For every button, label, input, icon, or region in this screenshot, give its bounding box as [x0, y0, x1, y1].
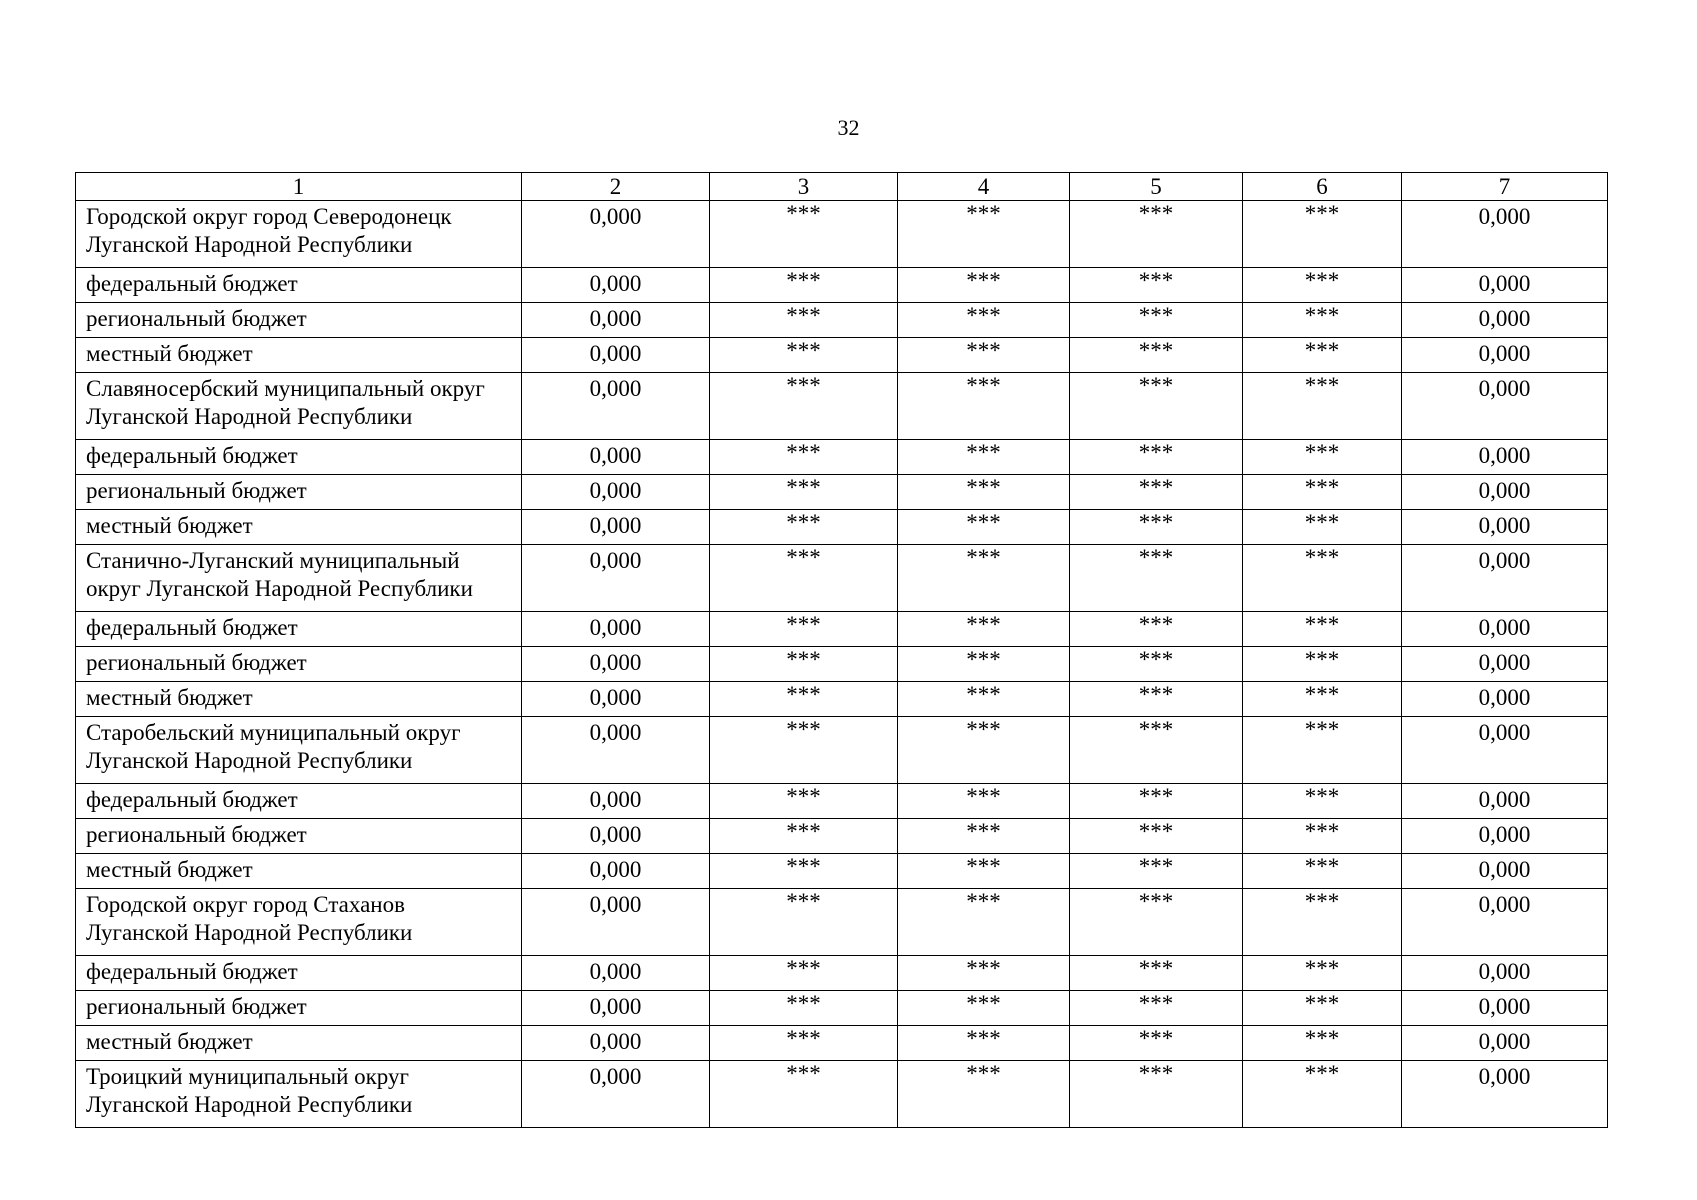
value-cell: 0,000	[522, 303, 710, 338]
value-cell: ***	[710, 819, 898, 854]
table-row-budget	[76, 268, 1608, 303]
value-cell: 0,000	[522, 440, 710, 475]
value-cell: ***	[710, 682, 898, 717]
value-cell: ***	[1070, 338, 1243, 373]
value-cell: ***	[710, 854, 898, 889]
page-number: 32	[837, 115, 860, 140]
value-cell: 0,000	[522, 612, 710, 647]
value-cell: 0,000	[522, 338, 710, 373]
value-cell: 0,000	[522, 819, 710, 854]
table-row-budget	[76, 819, 1608, 854]
value-cell: ***	[898, 991, 1070, 1026]
value-cell: 0,000	[522, 682, 710, 717]
value-cell: 0,000	[1402, 373, 1608, 440]
row-label-cell: федеральный бюджет	[76, 268, 522, 303]
column-header: 6	[1243, 173, 1402, 201]
value-cell: ***	[710, 717, 898, 784]
value-cell: ***	[898, 682, 1070, 717]
value-cell: ***	[1070, 1061, 1243, 1128]
value-cell: ***	[898, 338, 1070, 373]
value-cell: ***	[1243, 1026, 1402, 1061]
table-body	[76, 201, 1608, 1128]
value-cell: ***	[898, 373, 1070, 440]
value-cell: ***	[710, 889, 898, 956]
row-label-cell: местный бюджет	[76, 338, 522, 373]
value-cell: 0,000	[522, 889, 710, 956]
value-cell: ***	[1243, 268, 1402, 303]
column-header: 7	[1402, 173, 1608, 201]
value-cell: ***	[710, 545, 898, 612]
row-label-cell: Городской округ город Северодонецк Луганской Народной Республики	[76, 201, 522, 268]
table-row-municipality	[76, 201, 1608, 268]
table-row-budget	[76, 510, 1608, 545]
value-cell: ***	[1070, 545, 1243, 612]
value-cell: 0,000	[522, 268, 710, 303]
row-label-cell: Станично-Луганский муниципальный округ Луганской Народной Республики	[76, 545, 522, 612]
value-cell: 0,000	[1402, 338, 1608, 373]
value-cell: 0,000	[1402, 682, 1608, 717]
value-cell: 0,000	[522, 717, 710, 784]
value-cell: ***	[1243, 682, 1402, 717]
value-cell: 0,000	[522, 1026, 710, 1061]
column-header: 4	[898, 173, 1070, 201]
value-cell: 0,000	[1402, 612, 1608, 647]
column-number-row	[76, 173, 1608, 201]
value-cell: 0,000	[1402, 889, 1608, 956]
value-cell: ***	[898, 475, 1070, 510]
row-label-cell: Славяносербский муниципальный округ Луганской Народной Республики	[76, 373, 522, 440]
table-row-municipality	[76, 1061, 1608, 1128]
value-cell: ***	[1070, 991, 1243, 1026]
table-row-municipality	[76, 545, 1608, 612]
value-cell: ***	[1243, 373, 1402, 440]
value-cell: 0,000	[1402, 475, 1608, 510]
value-cell: ***	[1243, 510, 1402, 545]
value-cell: ***	[1243, 545, 1402, 612]
value-cell: 0,000	[1402, 717, 1608, 784]
value-cell: ***	[1243, 819, 1402, 854]
value-cell: ***	[898, 612, 1070, 647]
value-cell: ***	[898, 956, 1070, 991]
value-cell: ***	[710, 201, 898, 268]
row-label-cell: федеральный бюджет	[76, 612, 522, 647]
row-label-cell: региональный бюджет	[76, 819, 522, 854]
table-row-budget	[76, 784, 1608, 819]
row-label-cell: местный бюджет	[76, 510, 522, 545]
value-cell: ***	[1070, 510, 1243, 545]
table-row-budget	[76, 612, 1608, 647]
value-cell: ***	[1070, 854, 1243, 889]
value-cell: ***	[1070, 440, 1243, 475]
row-label-cell: местный бюджет	[76, 682, 522, 717]
value-cell: ***	[1243, 303, 1402, 338]
column-header: 5	[1070, 173, 1243, 201]
value-cell: 0,000	[1402, 784, 1608, 819]
value-cell: ***	[710, 440, 898, 475]
table-row-municipality	[76, 373, 1608, 440]
value-cell: ***	[1243, 612, 1402, 647]
value-cell: ***	[710, 991, 898, 1026]
row-label-cell: региональный бюджет	[76, 991, 522, 1026]
value-cell: ***	[898, 854, 1070, 889]
value-cell: ***	[898, 303, 1070, 338]
value-cell: ***	[898, 440, 1070, 475]
value-cell: 0,000	[1402, 991, 1608, 1026]
value-cell: 0,000	[1402, 201, 1608, 268]
value-cell: ***	[1070, 303, 1243, 338]
value-cell: ***	[1070, 717, 1243, 784]
value-cell: 0,000	[522, 784, 710, 819]
value-cell: ***	[1070, 373, 1243, 440]
table-row-budget	[76, 956, 1608, 991]
value-cell: 0,000	[522, 1061, 710, 1128]
value-cell: ***	[1070, 889, 1243, 956]
value-cell: ***	[1243, 475, 1402, 510]
value-cell: ***	[1243, 956, 1402, 991]
table-row-budget	[76, 338, 1608, 373]
value-cell: ***	[710, 303, 898, 338]
value-cell: 0,000	[1402, 1061, 1608, 1128]
value-cell: ***	[710, 784, 898, 819]
value-cell: 0,000	[522, 373, 710, 440]
table-row-budget	[76, 475, 1608, 510]
value-cell: ***	[898, 717, 1070, 784]
value-cell: ***	[710, 1026, 898, 1061]
value-cell: ***	[898, 1061, 1070, 1128]
value-cell: ***	[1070, 612, 1243, 647]
value-cell: 0,000	[1402, 303, 1608, 338]
value-cell: 0,000	[1402, 647, 1608, 682]
value-cell: ***	[898, 889, 1070, 956]
budget-table	[75, 172, 1608, 1128]
value-cell: ***	[1070, 475, 1243, 510]
value-cell: ***	[1070, 682, 1243, 717]
value-cell: ***	[1070, 647, 1243, 682]
table-row-budget	[76, 1026, 1608, 1061]
row-label-cell: региональный бюджет	[76, 647, 522, 682]
value-cell: 0,000	[522, 854, 710, 889]
value-cell: ***	[1243, 440, 1402, 475]
value-cell: ***	[898, 268, 1070, 303]
value-cell: 0,000	[522, 647, 710, 682]
value-cell: 0,000	[1402, 1026, 1608, 1061]
value-cell: ***	[1070, 784, 1243, 819]
table-row-budget	[76, 647, 1608, 682]
row-label-cell: федеральный бюджет	[76, 956, 522, 991]
table-row-budget	[76, 682, 1608, 717]
value-cell: ***	[710, 475, 898, 510]
value-cell: ***	[898, 647, 1070, 682]
value-cell: 0,000	[1402, 268, 1608, 303]
table-row-budget	[76, 991, 1608, 1026]
value-cell: ***	[898, 1026, 1070, 1061]
value-cell: ***	[898, 510, 1070, 545]
value-cell: ***	[1070, 819, 1243, 854]
value-cell: ***	[710, 510, 898, 545]
value-cell: ***	[710, 1061, 898, 1128]
value-cell: 0,000	[522, 510, 710, 545]
value-cell: 0,000	[522, 475, 710, 510]
value-cell: ***	[1243, 784, 1402, 819]
table-row-budget	[76, 854, 1608, 889]
table-row-budget	[76, 440, 1608, 475]
column-header: 1	[76, 173, 522, 201]
value-cell: ***	[898, 784, 1070, 819]
value-cell: ***	[710, 612, 898, 647]
table-row-municipality	[76, 717, 1608, 784]
value-cell: ***	[1243, 717, 1402, 784]
value-cell: ***	[1070, 201, 1243, 268]
value-cell: 0,000	[522, 201, 710, 268]
value-cell: ***	[710, 647, 898, 682]
table-row-municipality	[76, 889, 1608, 956]
value-cell: ***	[1070, 1026, 1243, 1061]
value-cell: ***	[1243, 991, 1402, 1026]
row-label-cell: региональный бюджет	[76, 303, 522, 338]
value-cell: ***	[1243, 889, 1402, 956]
value-cell: ***	[1243, 647, 1402, 682]
value-cell: ***	[898, 545, 1070, 612]
value-cell: 0,000	[522, 545, 710, 612]
value-cell: 0,000	[1402, 545, 1608, 612]
value-cell: 0,000	[1402, 819, 1608, 854]
value-cell: 0,000	[522, 956, 710, 991]
table-row-budget	[76, 303, 1608, 338]
row-label-cell: местный бюджет	[76, 854, 522, 889]
column-header: 2	[522, 173, 710, 201]
row-label-cell: Городской округ город Стаханов Луганской Народной Республики	[76, 889, 522, 956]
row-label-cell: Старобельский муниципальный округ Луганской Народной Республики	[76, 717, 522, 784]
value-cell: ***	[898, 819, 1070, 854]
value-cell: 0,000	[522, 991, 710, 1026]
row-label-cell: федеральный бюджет	[76, 784, 522, 819]
value-cell: ***	[710, 956, 898, 991]
value-cell: ***	[1243, 854, 1402, 889]
row-label-cell: местный бюджет	[76, 1026, 522, 1061]
value-cell: ***	[1070, 268, 1243, 303]
row-label-cell: региональный бюджет	[76, 475, 522, 510]
value-cell: ***	[710, 268, 898, 303]
value-cell: ***	[1243, 1061, 1402, 1128]
value-cell: ***	[710, 338, 898, 373]
value-cell: ***	[1070, 956, 1243, 991]
row-label-cell: Троицкий муниципальный округ Луганской Народной Республики	[76, 1061, 522, 1128]
value-cell: ***	[1243, 201, 1402, 268]
value-cell: 0,000	[1402, 440, 1608, 475]
value-cell: ***	[898, 201, 1070, 268]
value-cell: ***	[1243, 338, 1402, 373]
value-cell: 0,000	[1402, 956, 1608, 991]
value-cell: 0,000	[1402, 510, 1608, 545]
value-cell: ***	[710, 373, 898, 440]
column-header: 3	[710, 173, 898, 201]
value-cell: 0,000	[1402, 854, 1608, 889]
row-label-cell: федеральный бюджет	[76, 440, 522, 475]
